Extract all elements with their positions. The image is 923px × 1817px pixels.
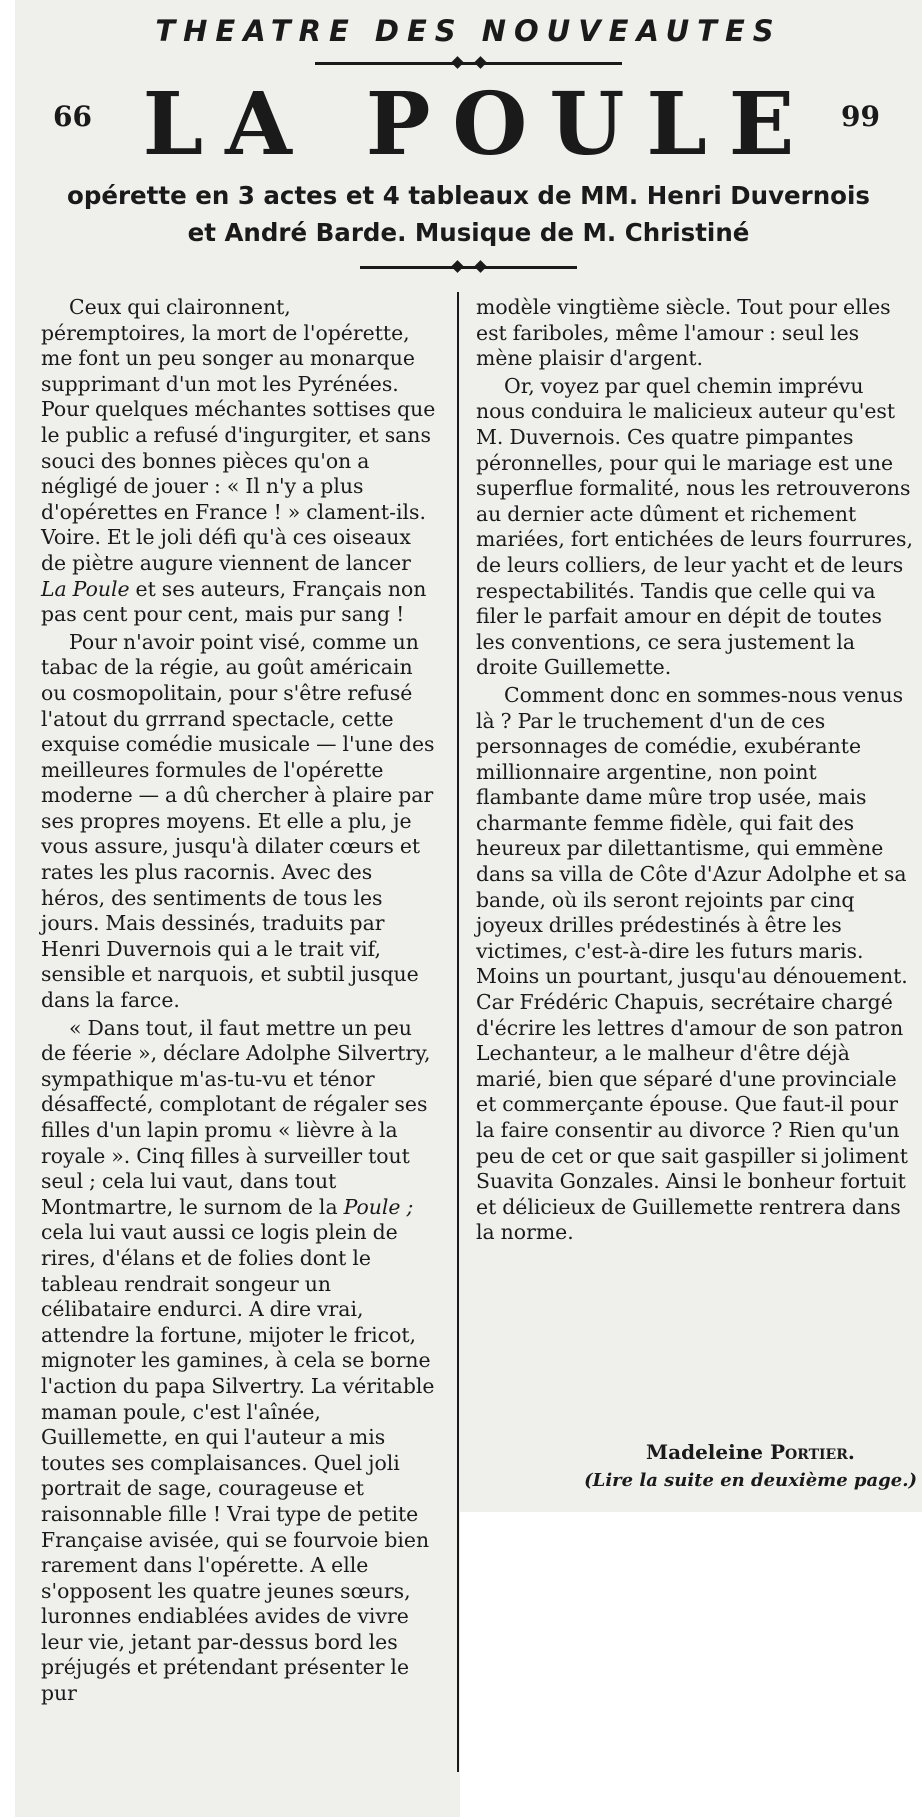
article-paragraph: Comment donc en sommes-nous venus là ? Par le truchement d'un de ces personnages de comédie, exubérante millionnaire argentine, non point flambante dame mûre trop usée, mais charmante femme fidèle, qui fait des heureux par dilettantisme, qui emmène dans sa villa de Côte d'Azur Adolphe et sa bande, où ils seront rejoints par cinq joyeux drilles prédestinés à être les victimes, c'est-à-dire les futurs maris. Moins un pourtant, jusqu'au dénouement. Car Frédéric Chapuis, secrétaire chargé d'écrire les lettres d'amour de son patron Lechanteur, a le malheur d'être déjà marié, bien que séparé d'une provinciale et commerçante épouse. Que faut-il pour la faire consentir au divorce ? Rien qu'un peu de cet or que sait gaspiller si joliment Suavita Gonzales. Ainsi le bonheur fortuit et délicieux de Guillemette rentrera dans la norme.: [476, 682, 908, 1245]
subtitle-line-1: opérette en 3 actes et 4 tableaux de MM. Henri Duvernois: [66, 181, 870, 210]
play-title: LA POULE: [142, 74, 817, 175]
theatre-name: THEATRE DES NOUVEAUTES: [155, 14, 782, 48]
article-paragraph: Pour n'avoir point visé, comme un tabac de la régie, au goût américain ou cosmopolitain, pour s'être refusé l'atout du grrrand spectacle, cette exquise comédie musicale — l'une des meilleures formules de l'opérette moderne — a dû chercher à plaire par ses propres moyens. Et elle a plu, je vous assure, jusqu'à dilater cœurs et rates les plus racornis. Avec des héros, des sentiments de tous les jours. Mais dessinés, traduits par Henri Duvernois qui a le trait vif, sensible et narquois, et subtil jusque dans la farce.: [41, 629, 435, 1013]
subtitle-line-2: et André Barde. Musique de M. Christiné: [187, 218, 750, 247]
author-signature: Madeleine Portier.: [646, 1440, 855, 1464]
article-paragraph: modèle vingtième siècle. Tout pour elles est fariboles, même l'amour : seul les mène plaisir d'argent.: [476, 295, 891, 371]
blank-area: [460, 1512, 923, 1817]
title-block: [15, 74, 922, 176]
article-paragraph: « Dans tout, il faut mettre un peu de féerie », déclare Adolphe Silvertry, sympathique m'as-tu-vu et ténor désaffecté, complotant de régaler ses filles d'un lapin promu « lièvre à la royale ». Cinq filles à surveiller tout seul ; cela lui vaut, dans tout Montmartre, le surnom de la Poule ; cela lui vaut aussi ce logis plein de rires, d'élans et de folies dont le tableau rendrait songeur un célibataire endurci. A dire vrai, attendre la fortune, mijoter le fricot, mignoter les gamines, à cela se borne l'action du papa Silvertry. La véritable maman poule, c'est l'aînée, Guillemette, en qui l'auteur a mis toutes ses complaisances. Quel joli portrait de sage, courageuse et raisonnable fille ! Vrai type de petite Française avisée, qui se fourvoie bien rarement dans l'opérette. A elle s'opposent les quatre jeunes sœurs, luronnes endiablées avides de vivre leur vie, jetant par-dessus bord les préjugés et prétendant présenter le pur: [41, 1015, 435, 1706]
ornamental-rule-top: [315, 62, 622, 65]
article-paragraph: Or, voyez par quel chemin imprévu nous conduira le malicieux auteur qu'est M. Duvernois. Ces quatre pimpantes péronnelles, pour qui le mariage est une superflue formalité, nous les retrouverons au dernier acte dûment et richement mariées, fort entichées de leurs fourrures, de leurs colliers, de leur yacht et de leurs respectabilités. Tandis que celle qui va filer le parfait amour en dépit de toutes les conventions, ce sera justement la droite Guillemette.: [476, 373, 913, 680]
article-column-right: [476, 295, 914, 1246]
title-open-quote: 66: [53, 100, 92, 133]
ornamental-rule-bottom: [360, 266, 577, 269]
column-divider: [457, 292, 459, 1772]
continued-note: (Lire la suite en deuxième page.): [584, 1470, 917, 1491]
article-paragraph: Ceux qui claironnent, péremptoires, la mort de l'opérette, me font un peu songer au monarque supprimant d'un mot les Pyrénées. Pour quelques méchantes sottises que le public a refusé d'ingurgiter, et sans souci des bonnes pièces qu'on a négligé de jouer : « Il n'y a plus d'opérettes en France ! » clament-ils. Voire. Et le joli défi qu'à ces oiseaux de piètre augure viennent de lancer La Poule et ses auteurs, Français non pas cent pour cent, mais pur sang !: [41, 295, 436, 627]
article-column-left: [41, 295, 441, 1707]
title-close-quote: 99: [841, 100, 880, 133]
